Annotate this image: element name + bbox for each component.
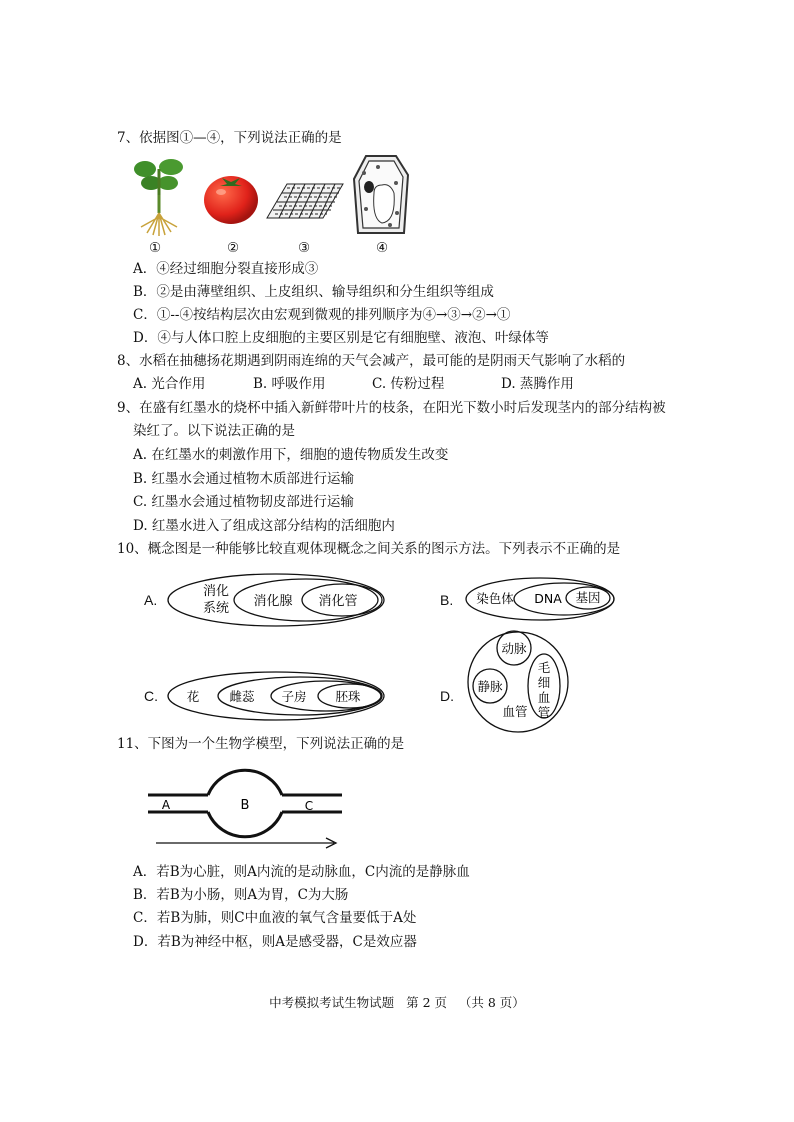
q10-d-vein: 静脉 [477,679,503,694]
q7-option-c: C．①--④按结构层次由宏观到微观的排列顺序为④→③→②→① [133,307,511,323]
q10-a-outer-2: 系统 [202,601,230,616]
q10-d-blood-vessel: 血管 [502,704,528,719]
q10-a-letter: A. [144,592,158,608]
seedling-image [133,155,185,237]
q10-diagram-a [166,572,388,628]
q11-stem: 11、下图为一个生物学模型，下列说法正确的是 [117,736,405,752]
q10-d-artery: 动脉 [501,641,527,656]
q11-option-b: B．若B为小肠，则A为胃，C为大肠 [133,887,349,903]
q10-c-l4: 胚珠 [335,689,361,704]
q8-option-b: B. 呼吸作用 [253,376,326,392]
q8-stem: 8、水稻在抽穗扬花期遇到阴雨连绵的天气会减产，最可能的是阴雨天气影响了水稻的 [117,353,626,369]
q11-option-c: C．若B为肺，则C中血液的氧气含量要低于A处 [133,910,417,926]
figure-label-3: ③ [298,240,311,256]
q10-c-letter: C. [144,688,158,704]
q11-model-diagram [146,762,356,850]
q10-c-l3: 子房 [281,689,307,704]
q10-stem: 10、概念图是一种能够比较直观体现概念之间关系的图示方法。下列表示不正确的是 [117,541,621,557]
q7-option-a: A．④经过细胞分裂直接形成③ [133,261,319,277]
q10-b-inner: 基因 [575,590,601,605]
q11-label-b: B [240,798,250,813]
q10-c-l1: 花 [186,689,200,704]
q7-stem: 7、依据图①—④，下列说法正确的是 [117,130,342,146]
tissue-image [265,180,345,222]
q7-option-d: D．④与人体口腔上皮细胞的主要区别是它有细胞壁、液泡、叶绿体等 [133,330,549,346]
q9-stem-line2: 染红了。以下说法正确的是 [133,423,295,439]
q8-option-d: D. 蒸腾作用 [501,376,574,392]
q10-a-outer-1: 消化 [202,584,230,599]
q11-option-a: A．若B为心脏，则A内流的是动脉血，C内流的是静脉血 [133,864,470,880]
q10-d-cap-2: 细 [537,675,551,690]
q8-option-c: C. 传粉过程 [372,376,445,392]
q11-label-c: C [304,799,314,813]
q10-d-cap-4: 管 [537,705,551,720]
q10-diagram-d [466,628,572,736]
q8-option-a: A. 光合作用 [133,376,206,392]
figure-label-4: ④ [376,240,389,256]
q10-d-letter: D. [440,688,454,704]
q11-label-a: A [161,798,171,812]
q10-d-cap-1: 毛 [537,660,551,675]
page-footer: 中考模拟考试生物试题 第 2 页 （共 8 页） [269,995,525,1010]
q10-c-l2: 雌蕊 [229,689,255,704]
q10-a-middle: 消化腺 [253,594,293,609]
q10-b-letter: B. [440,592,454,608]
q11-option-d: D．若B为神经中枢，则A是感受器，C是效应器 [133,934,417,950]
q10-diagram-c [166,670,388,722]
q10-diagram-b [464,576,618,622]
figure-label-2: ② [227,240,240,256]
q10-b-middle: DNA [534,591,562,606]
q7-option-b: B．②是由薄壁组织、上皮组织、输导组织和分生组织等组成 [133,284,494,300]
q9-option-c: C. 红墨水会通过植物韧皮部进行运输 [133,494,354,510]
q9-option-b: B. 红墨水会通过植物木质部进行运输 [133,471,355,487]
plant-cell-image [352,153,410,237]
q9-stem-line1: 9、在盛有红墨水的烧杯中插入新鲜带叶片的枝条，在阳光下数小时后发现茎内的部分结构被 [117,400,666,416]
q10-a-inner: 消化管 [318,594,358,609]
figure-label-1: ① [149,240,162,256]
q10-b-outer: 染色体 [476,591,514,606]
tomato-image [202,168,260,226]
q10-d-cap-3: 血 [537,690,551,705]
q9-option-d: D. 红墨水进入了组成这部分结构的活细胞内 [133,518,395,534]
q9-option-a: A. 在红墨水的刺激作用下，细胞的遗传物质发生改变 [133,447,449,463]
